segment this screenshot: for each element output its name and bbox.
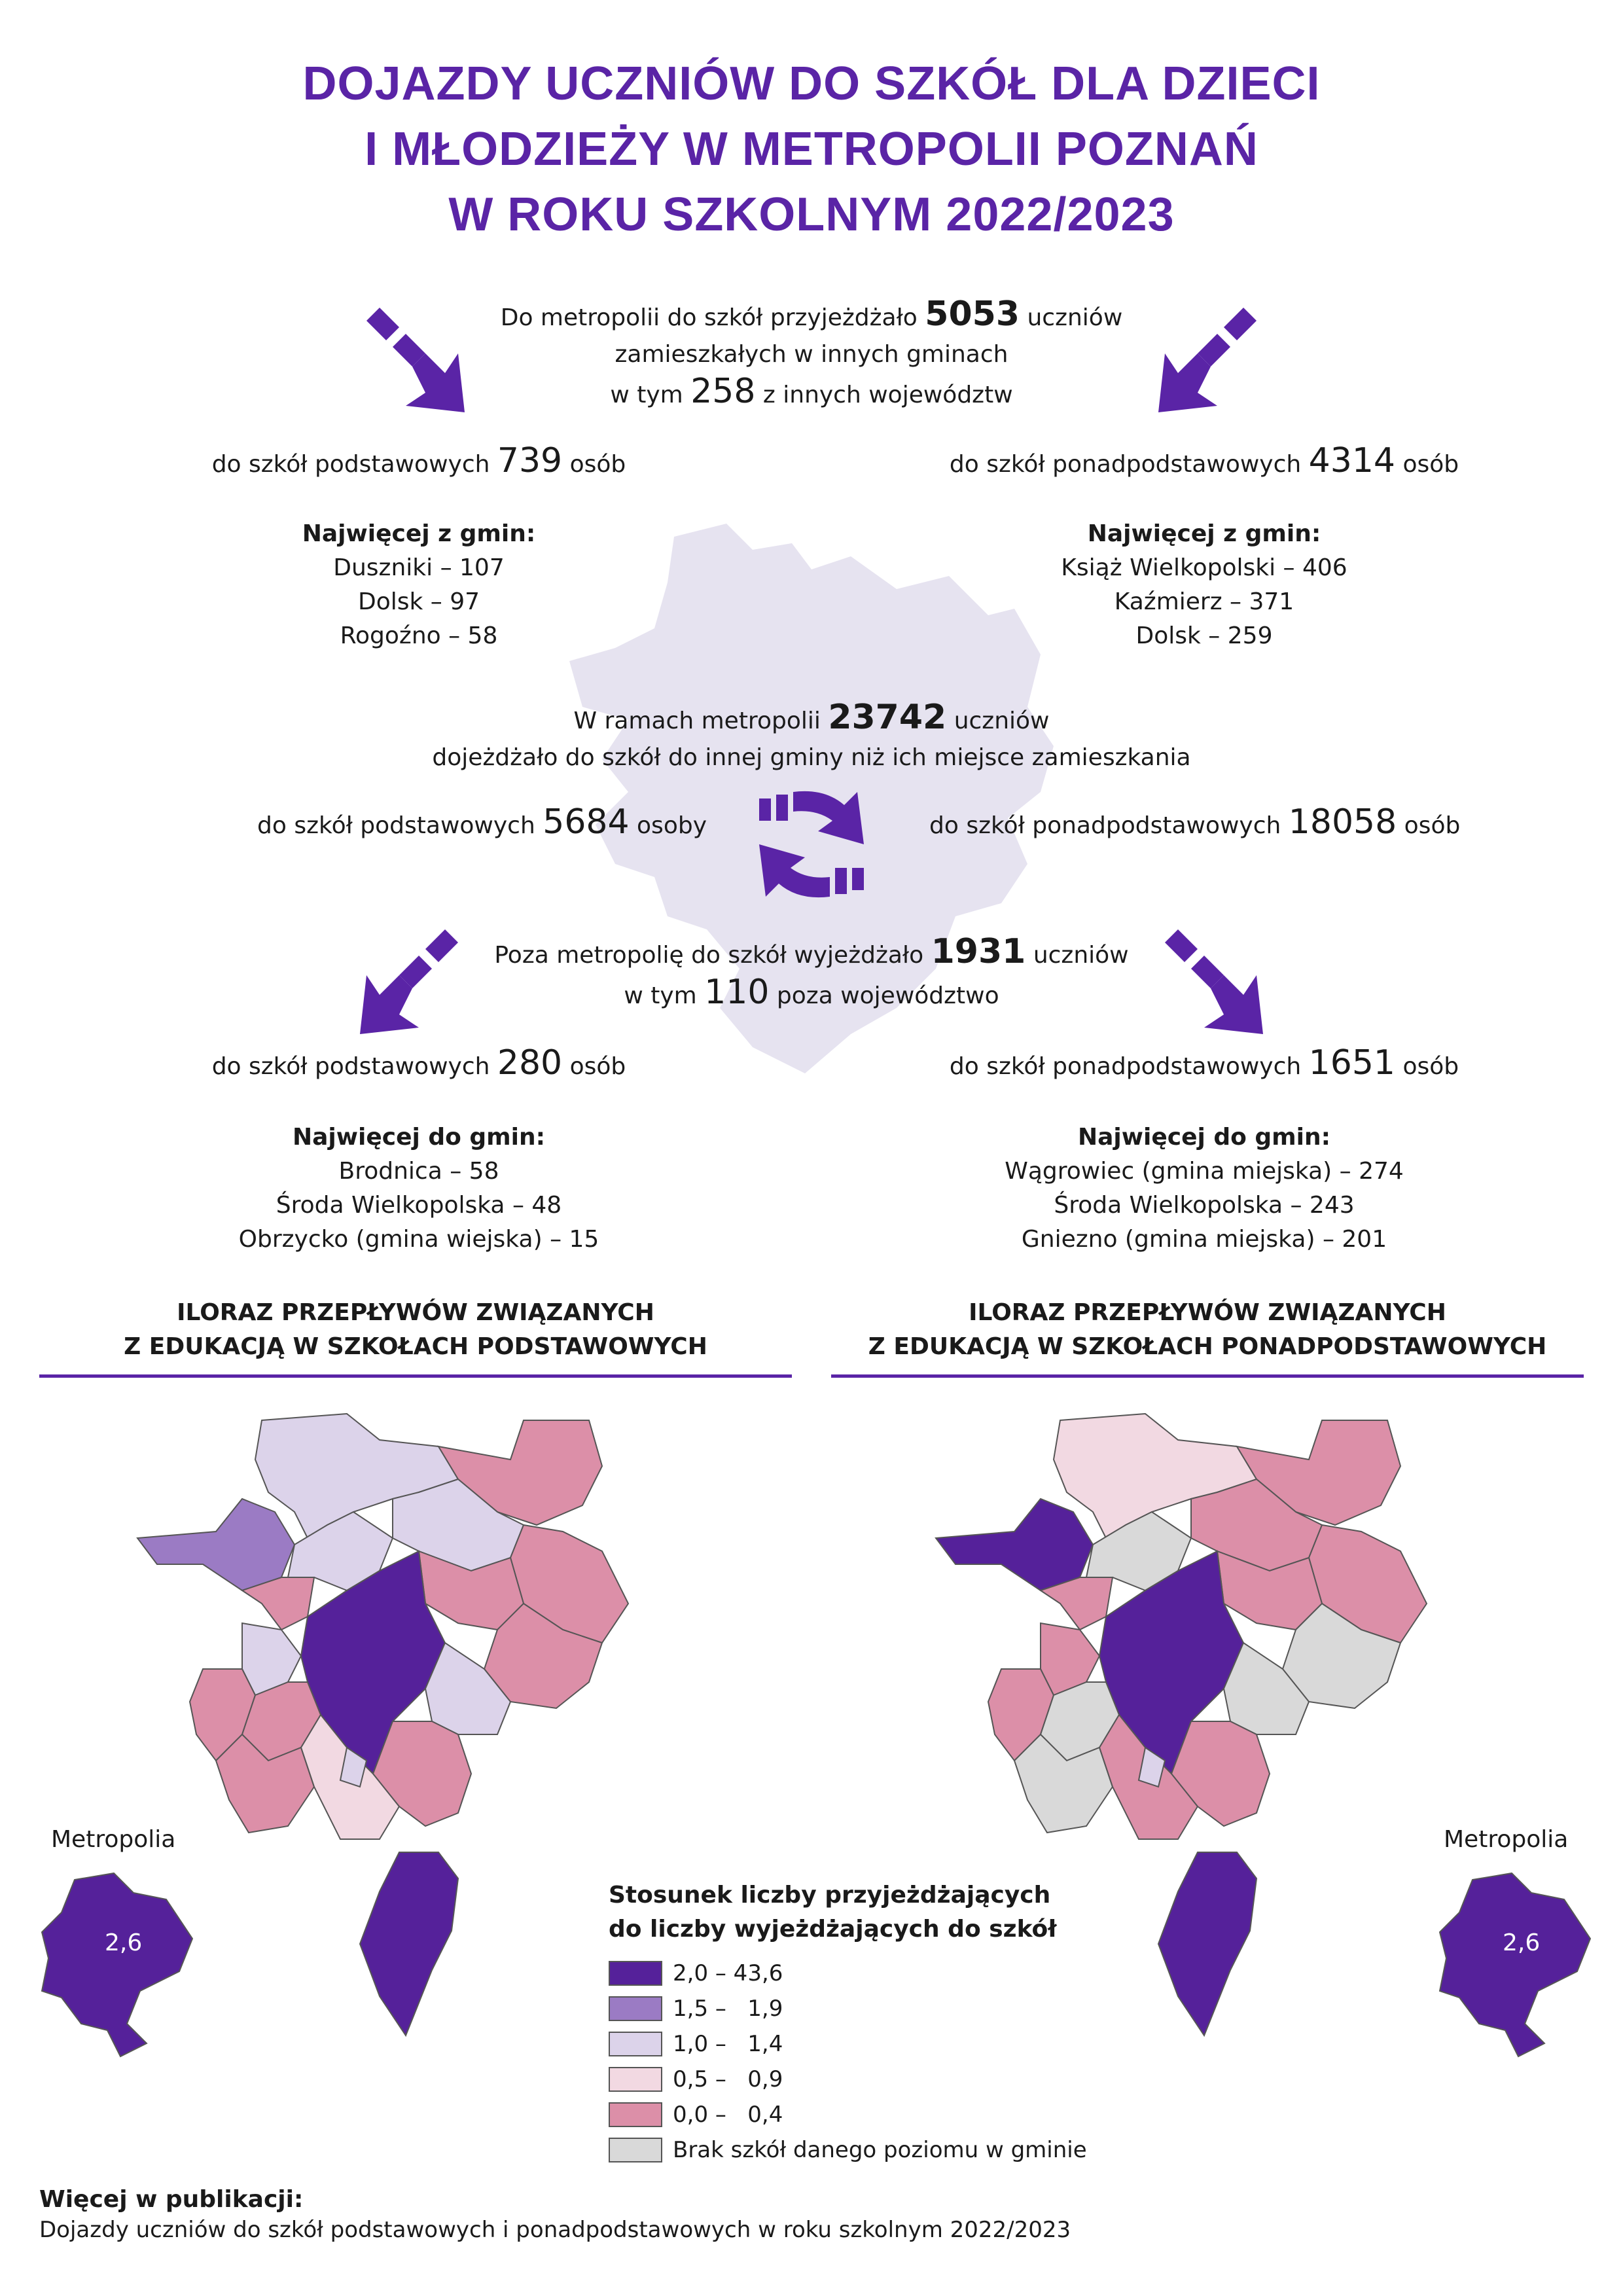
legend-label: 1,5 – 1,9 bbox=[673, 1996, 783, 2022]
incoming-text-pre: Do metropolii do szkół przyjeżdżało bbox=[500, 304, 918, 331]
legend-label: 0,0 – 0,4 bbox=[673, 2102, 783, 2128]
outgoing-secondary bbox=[877, 1045, 1531, 1085]
internal-line-1 bbox=[353, 699, 1270, 740]
incoming-secondary-value: 4314 bbox=[1308, 441, 1395, 480]
legend-swatch bbox=[609, 1961, 662, 1986]
metro-mini-map-primary bbox=[35, 1867, 199, 2063]
footer bbox=[39, 2186, 1584, 2243]
legend-swatch bbox=[609, 2138, 662, 2162]
legend-item bbox=[609, 1991, 1145, 2026]
internal-text-post: uczniów bbox=[954, 708, 1050, 734]
list-item: Brodnica – 58 bbox=[338, 1158, 499, 1185]
incoming-secondary-top-heading: Najwięcej z gmin: bbox=[1087, 520, 1321, 547]
internal-summary bbox=[353, 699, 1270, 776]
map-primary bbox=[131, 1407, 668, 2081]
list-item: Środa Wielkopolska – 243 bbox=[1054, 1192, 1355, 1219]
outgoing-text-post: uczniów bbox=[1033, 942, 1129, 969]
legend-item bbox=[609, 2062, 1145, 2097]
footer-heading: Więcej w publikacji: bbox=[39, 2186, 304, 2213]
outgoing-primary-top-list bbox=[157, 1121, 681, 1257]
incoming-line-2: zamieszkałych w innych gminach bbox=[615, 341, 1008, 368]
outgoing-secondary-top-list bbox=[942, 1121, 1466, 1257]
outgoing-primary-top-heading: Najwięcej do gmin: bbox=[292, 1124, 546, 1151]
metro-mini-map-secondary bbox=[1433, 1867, 1597, 2063]
map-primary-title-line-1: ILORAZ PRZEPŁYWÓW ZWIĄZANYCH bbox=[177, 1299, 654, 1326]
incoming-primary-value: 739 bbox=[497, 441, 563, 480]
list-item: Wągrowiec (gmina miejska) – 274 bbox=[1005, 1158, 1404, 1185]
incoming-line-3 bbox=[353, 373, 1270, 414]
internal-primary-pre: do szkół podstawowych bbox=[257, 812, 535, 839]
list-item: Dolsk – 259 bbox=[1135, 622, 1273, 649]
list-item: Obrzycko (gmina wiejska) – 15 bbox=[238, 1226, 599, 1253]
region bbox=[936, 1499, 1093, 1590]
legend-title-line-2: do liczby wyjeżdżających do szkół bbox=[609, 1916, 1057, 1943]
map-secondary-title bbox=[831, 1296, 1584, 1364]
outgoing-line2-post: poza województwo bbox=[776, 982, 999, 1009]
outgoing-secondary-post: osób bbox=[1402, 1053, 1459, 1080]
internal-primary bbox=[105, 804, 707, 844]
map-primary-divider bbox=[39, 1374, 792, 1378]
incoming-total: 5053 bbox=[925, 295, 1020, 334]
legend-label: 1,0 – 1,4 bbox=[673, 2031, 783, 2057]
incoming-primary-top-list bbox=[157, 517, 681, 653]
internal-primary-post: osoby bbox=[637, 812, 707, 839]
metro-label-secondary: Metropolia bbox=[1444, 1826, 1569, 1853]
internal-secondary-pre: do szkół ponadpodstawowych bbox=[929, 812, 1281, 839]
map-secondary-title-line-1: ILORAZ PRZEPŁYWÓW ZWIĄZANYCH bbox=[969, 1299, 1446, 1326]
legend-label: 2,0 – 43,6 bbox=[673, 1960, 783, 1986]
title-line-3: W ROKU SZKOLNYM 2022/2023 bbox=[448, 188, 1175, 241]
internal-primary-value: 5684 bbox=[543, 802, 630, 842]
list-item: Książ Wielkopolski – 406 bbox=[1061, 554, 1347, 581]
outgoing-outside-voivodeship: 110 bbox=[704, 973, 770, 1012]
list-item: Duszniki – 107 bbox=[333, 554, 505, 581]
internal-secondary bbox=[929, 804, 1531, 844]
outgoing-total: 1931 bbox=[931, 932, 1026, 971]
map-secondary-title-line-2: Z EDUKACJĄ W SZKOŁACH PONADPODSTAWOWYCH bbox=[868, 1333, 1547, 1360]
region bbox=[137, 1499, 294, 1590]
list-item: Dolsk – 97 bbox=[357, 588, 480, 615]
legend-swatch bbox=[609, 2067, 662, 2092]
outgoing-line-2 bbox=[353, 974, 1270, 1014]
outgoing-text-pre: Poza metropolię do szkół wyjeżdżało bbox=[494, 942, 924, 969]
legend bbox=[609, 1878, 1145, 2168]
legend-item bbox=[609, 2026, 1145, 2062]
incoming-primary bbox=[92, 442, 746, 483]
incoming-secondary-post: osób bbox=[1402, 451, 1459, 478]
title-line-2: I MŁODZIEŻY W METROPOLII POZNAŃ bbox=[365, 123, 1258, 175]
outgoing-line-1 bbox=[353, 933, 1270, 974]
outgoing-secondary-top-heading: Najwięcej do gmin: bbox=[1077, 1124, 1331, 1151]
legend-title-line-1: Stosunek liczby przyjeżdżających bbox=[609, 1882, 1051, 1909]
internal-secondary-post: osób bbox=[1404, 812, 1461, 839]
outgoing-summary bbox=[353, 933, 1270, 1014]
outgoing-primary bbox=[92, 1045, 746, 1085]
title-line-1: DOJAZDY UCZNIÓW DO SZKÓŁ DLA DZIECI bbox=[302, 58, 1321, 110]
incoming-secondary-pre: do szkół ponadpodstawowych bbox=[949, 451, 1302, 478]
incoming-secondary bbox=[877, 442, 1531, 483]
legend-swatch bbox=[609, 1996, 662, 2021]
internal-text-pre: W ramach metropolii bbox=[573, 708, 821, 734]
outgoing-secondary-pre: do szkół ponadpodstawowych bbox=[949, 1053, 1302, 1080]
outgoing-primary-pre: do szkół podstawowych bbox=[211, 1053, 490, 1080]
outgoing-primary-value: 280 bbox=[497, 1043, 563, 1083]
incoming-primary-top-heading: Najwięcej z gmin: bbox=[302, 520, 536, 547]
metro-value-secondary: 2,6 bbox=[1503, 1929, 1541, 1956]
legend-item bbox=[609, 2097, 1145, 2132]
incoming-line-1 bbox=[353, 296, 1270, 336]
incoming-text-post: uczniów bbox=[1027, 304, 1123, 331]
list-item: Kaźmierz – 371 bbox=[1114, 588, 1294, 615]
internal-line-2: dojeżdżało do szkół do innej gminy niż ich miejsce zamieszkania bbox=[432, 744, 1191, 771]
outgoing-primary-post: osób bbox=[569, 1053, 626, 1080]
incoming-secondary-top-list bbox=[942, 517, 1466, 653]
page-title bbox=[0, 51, 1623, 247]
legend-label: 0,5 – 0,9 bbox=[673, 2066, 783, 2092]
internal-total: 23742 bbox=[828, 698, 947, 737]
legend-item bbox=[609, 2132, 1145, 2168]
outgoing-line2-pre: w tym bbox=[624, 982, 697, 1009]
incoming-primary-pre: do szkół podstawowych bbox=[211, 451, 490, 478]
legend-item bbox=[609, 1956, 1145, 1991]
metro-label-primary: Metropolia bbox=[51, 1826, 176, 1853]
cycle-arrows-icon bbox=[746, 779, 877, 910]
region bbox=[360, 1852, 458, 2036]
incoming-line3-post: z innych województw bbox=[762, 382, 1013, 408]
map-primary-title bbox=[39, 1296, 792, 1364]
incoming-summary bbox=[353, 296, 1270, 414]
legend-swatch bbox=[609, 2102, 662, 2127]
outgoing-secondary-value: 1651 bbox=[1308, 1043, 1395, 1083]
internal-secondary-value: 18058 bbox=[1288, 802, 1397, 842]
metro-value-primary: 2,6 bbox=[105, 1929, 143, 1956]
legend-label: Brak szkół danego poziomu w gminie bbox=[673, 2137, 1087, 2163]
list-item: Rogoźno – 58 bbox=[340, 622, 498, 649]
list-item: Gniezno (gmina miejska) – 201 bbox=[1021, 1226, 1387, 1253]
incoming-other-voivodeships: 258 bbox=[690, 372, 756, 411]
list-item: Środa Wielkopolska – 48 bbox=[276, 1192, 562, 1219]
region bbox=[1158, 1852, 1257, 2036]
footer-text: Dojazdy uczniów do szkół podstawowych i ponadpodstawowych w roku szkolnym 2022/2023 bbox=[39, 2217, 1071, 2243]
map-secondary-divider bbox=[831, 1374, 1584, 1378]
legend-items bbox=[609, 1956, 1145, 2168]
incoming-primary-post: osób bbox=[569, 451, 626, 478]
incoming-line3-pre: w tym bbox=[610, 382, 683, 408]
legend-swatch bbox=[609, 2032, 662, 2056]
map-primary-title-line-2: Z EDUKACJĄ W SZKOŁACH PODSTAWOWYCH bbox=[124, 1333, 707, 1360]
